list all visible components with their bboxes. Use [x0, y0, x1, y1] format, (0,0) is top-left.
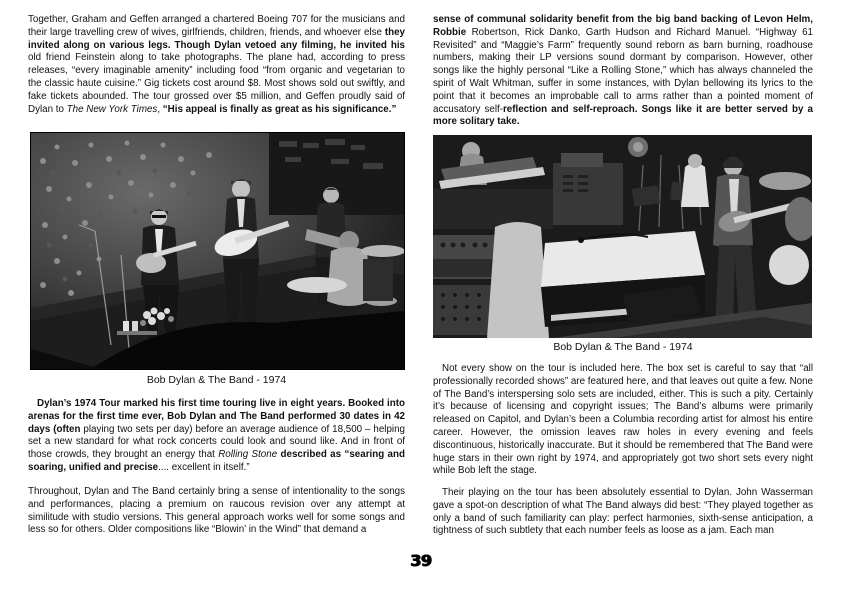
text-segment: Not every show on the tour is included here. The box set is careful to say that “all professionally recorded shows” are featured here, and that leaves out quite a few. None of The Band’s interspersing solo sets are included, either. This is such a pity. Certainly it’s because of licensing and copyright issues; The Band’s albums were primarily released on Capitol, and Dylan’s been a Columbia recording artist for almost his entire career. However, the omission leaves raw holes in every evening and feels discontinuous, historically inaccurate. But it should be remembered that The Band were huge stars in their own right by 1974, and appropriately got two short sets every night while Bob left the stage. — [433, 363, 813, 477]
text-segment: Together, Graham and Geffen arranged a chartered Boeing 707 for the musicians and their large travelling crew of wives, girlfriends, children, friends, and whoever else — [28, 14, 405, 38]
text-segment: they invited along on various legs. Though Dylan vetoed any filming, he invited his — [28, 26, 405, 51]
photo-caption-left: Bob Dylan & The Band - 1974 — [146, 374, 287, 386]
text-segment: sense of communal solidarity benefit from the big band backing of Levon Helm, Robbie — [433, 14, 813, 38]
stage-photo-left-image — [31, 133, 404, 369]
right-column — [433, 0, 813, 595]
stage-photo-left — [30, 132, 405, 370]
text-segment: Throughout, Dylan and The Band certainly bring a sense of intentionality to the songs and performances, placing a premium on raucous revision over any attempt at similitude with studio versions. This general approach works well for some songs and less so for others. Older compositions like “Blowin’ in the Wind” that demand a — [28, 486, 405, 536]
stage-photo-right-image — [433, 135, 812, 338]
text-segment: Robertson, Rick Danko, Garth Hudson and Richard Manuel. “Highway 61 Revisited” and “Maggie’s Farm” frequently sound reborn as barn burning, roadhouse numbers, making their LP versions sound dormant by comparison. However, other songs like the highly personal “Like a Rolling Stone,” which has always channeled the spirit of Walt Whitman, suffer in some instances, with Dylan bellowing its lyrics to the point that it becomes an improbable call to arms rather than a pointed moment of accusatory self- — [433, 26, 814, 115]
text-segment: “His appeal is finally as great as his significance.” — [162, 103, 397, 115]
photo-caption-right: Bob Dylan & The Band - 1974 — [553, 341, 693, 353]
paragraph — [28, 486, 405, 537]
left-column — [28, 0, 405, 595]
text-segment: The New York Times — [66, 103, 158, 115]
text-segment: Rolling Stone — [218, 449, 278, 461]
page-number: 39 — [410, 551, 432, 570]
text-segment: , — [157, 103, 163, 115]
text-segment: Their playing on the tour has been absolutely essential to Dylan. John Wasserman gave a spot-on description of what The Band always did best: “They played together as only a band of such familiarity can play: perfect harmonies, sixth-sense anticipation, a tightness of such subtlety that each number feels as loose as a jam. Each man — [433, 487, 813, 537]
paragraph — [433, 14, 813, 129]
paragraph — [28, 14, 405, 116]
paragraph — [28, 398, 405, 475]
text-segment: playing two sets per day) before an average audience of 18,500 – helping set a new standard for what rock concerts could look and sound like. And in front of those crowds, they brought an energy that — [28, 423, 405, 461]
text-segment: reflection and self-reproach. Songs like it are better served by a more solitary take. — [433, 103, 813, 128]
stage-photo-right — [433, 135, 812, 338]
text-segment: described as “searing and soaring, unified and precise — [28, 449, 405, 473]
paragraph — [433, 487, 813, 538]
paragraph — [433, 363, 813, 478]
text-segment: Dylan’s 1974 Tour marked his first time touring live in eight years. Booked into arenas for the first time ever, Bob Dylan and The Band performed 30 dates in 42 days (often — [28, 398, 405, 435]
text-segment: .... excellent in itself.” — [158, 461, 250, 473]
text-segment: old friend Feinstein along to take photographs. The plane had, according to press releases, “every imaginable amenity” including food “from organic and vegetarian to the classic haute cuisine.” Gig tickets cost around $8. Most shows sold out swiftly, and fake tickets abounded. The tour grossed over $5 million, and Geffen proudly said of Dylan to — [28, 52, 405, 115]
